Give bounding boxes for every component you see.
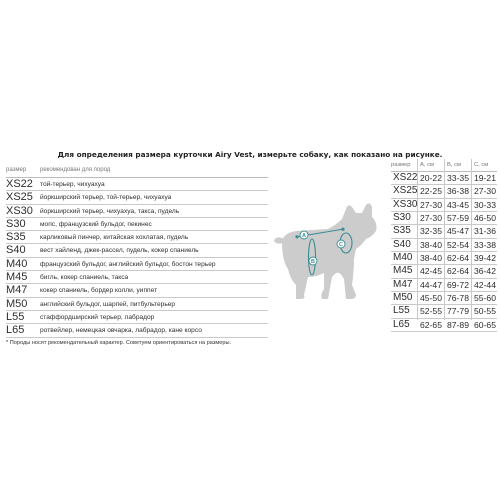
size-code: L65	[6, 324, 25, 337]
size-code: XS22	[6, 178, 33, 190]
measurement-a: 62-65	[420, 319, 442, 330]
measurement-b: 77-79	[447, 306, 469, 317]
measurement-c: 30-33	[474, 199, 496, 210]
measurement-c: 55-60	[474, 293, 496, 304]
measurement-a: 27-30	[420, 213, 442, 224]
measurement-b: 57-59	[447, 213, 469, 224]
breed-table-row	[6, 244, 268, 257]
recommended-breeds: йоркширский терьер, той-терьер, чихуахуа	[40, 194, 172, 202]
breed-table-row	[6, 271, 268, 284]
measurement-a: 38-40	[420, 239, 442, 250]
header-c: C, см	[474, 162, 489, 168]
recommended-breeds: вест хайленд, джек-рассел, пудель, кокер спаниель	[40, 247, 199, 255]
recommended-breeds: мопс, французский бульдог, пекинес	[40, 220, 152, 228]
header-a: A, см	[420, 162, 434, 168]
breed-table-row	[6, 284, 268, 297]
breed-table-body	[6, 178, 268, 338]
column-divider	[417, 159, 418, 320]
measurement-a: 32-35	[420, 226, 442, 237]
breed-table-row	[6, 178, 268, 191]
size-code: S35	[6, 231, 26, 244]
header-b: B, см	[447, 162, 461, 168]
marker-a-label: A	[302, 233, 306, 240]
marker-b-label: B	[311, 259, 315, 266]
measurement-c: 50-55	[474, 306, 496, 317]
header-size-right: размер	[391, 162, 411, 168]
breed-table-row	[6, 191, 268, 204]
size-code: M40	[6, 257, 28, 270]
footnote: * Породы носят рекомендательный характер. Советуем ориентироваться на размеры.	[6, 340, 232, 346]
measurement-c: 27-30	[474, 186, 496, 197]
marker-a	[300, 231, 308, 239]
measurement-b: 62-64	[447, 266, 469, 277]
size-measurement-table	[391, 159, 497, 332]
size-code: L65	[393, 318, 410, 330]
measurement-c: 42-44	[474, 279, 496, 290]
size-table-row	[391, 319, 497, 332]
marker-c-label: C	[339, 242, 343, 249]
header-size: размер	[6, 167, 27, 173]
measurement-c: 36-42	[474, 266, 496, 277]
size-code: XS22	[393, 172, 418, 183]
breed-table-row	[6, 218, 268, 231]
breed-table-row	[6, 324, 268, 337]
recommended-breeds: той-терьер, чихуахуа	[40, 181, 105, 188]
column-divider	[444, 159, 445, 320]
marker-c	[337, 240, 345, 248]
measurement-b: 87-89	[447, 319, 469, 330]
column-divider	[471, 159, 472, 320]
breed-table-row	[6, 311, 268, 324]
breed-table-header	[6, 165, 268, 178]
breed-table	[6, 165, 268, 338]
recommended-breeds: английский бульдог, шарпей, питбультерьер	[40, 300, 176, 308]
measurement-a: 44-47	[420, 279, 442, 290]
measurement-b: 76-78	[447, 293, 469, 304]
measurement-a: 38-40	[420, 253, 442, 264]
size-code: L55	[393, 305, 410, 317]
measurement-a: 42-45	[420, 266, 442, 277]
measurement-c: 39-42	[474, 253, 496, 264]
measurement-b: 62-64	[447, 253, 469, 264]
size-code: M50	[6, 297, 28, 310]
size-code: XS30	[393, 198, 418, 210]
size-code: M47	[393, 278, 413, 290]
measurement-c: 60-65	[474, 319, 496, 330]
size-code: S35	[393, 225, 411, 237]
dog-silhouette	[274, 203, 377, 299]
breed-table-row	[6, 205, 268, 218]
measurement-a: 27-30	[420, 199, 442, 210]
breed-table-row	[6, 298, 268, 311]
measurement-c: 46-50	[474, 213, 496, 224]
marker-b	[309, 257, 317, 265]
measurement-b: 45-47	[447, 226, 469, 237]
recommended-breeds: карликовый пинчер, китайская хохлатая, пудель	[40, 234, 189, 242]
measurement-b: 52-54	[447, 239, 469, 250]
size-code: S30	[393, 212, 411, 224]
size-code: M45	[393, 265, 413, 277]
size-code: XS30	[6, 204, 33, 217]
size-code: L55	[6, 310, 25, 323]
measurement-c: 19-21	[474, 173, 496, 183]
size-code: M50	[393, 292, 413, 304]
measurement-a: 45-50	[420, 293, 442, 304]
size-code: M47	[6, 284, 28, 297]
recommended-breeds: кокер спаниель, бордер колли, уиппет	[40, 287, 158, 295]
measurement-a: 22-25	[420, 186, 442, 197]
size-code: S40	[6, 244, 26, 257]
recommended-breeds: ротвейлер, немецкая овчарка, лабрадор, кане корсо	[40, 327, 202, 335]
recommended-breeds: бигль, кокер спаниель, такса	[40, 274, 129, 282]
size-code: M40	[393, 252, 413, 264]
measurement-a: 52-55	[420, 306, 442, 317]
measurement-c: 31-36	[474, 226, 496, 237]
size-code: M45	[6, 271, 28, 284]
recommended-breeds: йоркширский терьер, чихуахуа, такса, пудель	[40, 207, 180, 215]
recommended-breeds: французский бульдог, английский бульдог, бостон терьер	[40, 260, 216, 268]
size-code: S40	[393, 238, 411, 250]
measurement-b: 33-35	[447, 173, 469, 183]
page-heading: Для определения размера курточки Airy Vest, измерьте собаку, как показано на рисунке.	[57, 150, 443, 159]
breed-table-row	[6, 258, 268, 271]
size-code: XS25	[6, 191, 33, 204]
breed-table-row	[6, 231, 268, 244]
header-breed: рекомендован для пород	[40, 167, 111, 173]
size-code: XS25	[393, 185, 418, 197]
recommended-breeds: стаффордширский терьер, лабрадор	[40, 313, 155, 321]
measurement-b: 43-45	[447, 199, 469, 210]
dog-measurement-diagram	[262, 195, 392, 325]
measurement-a: 20-22	[420, 173, 442, 183]
size-code: S30	[6, 217, 26, 230]
measurement-b: 36-38	[447, 186, 469, 197]
measurement-c: 33-38	[474, 239, 496, 250]
measurement-b: 69-72	[447, 279, 469, 290]
